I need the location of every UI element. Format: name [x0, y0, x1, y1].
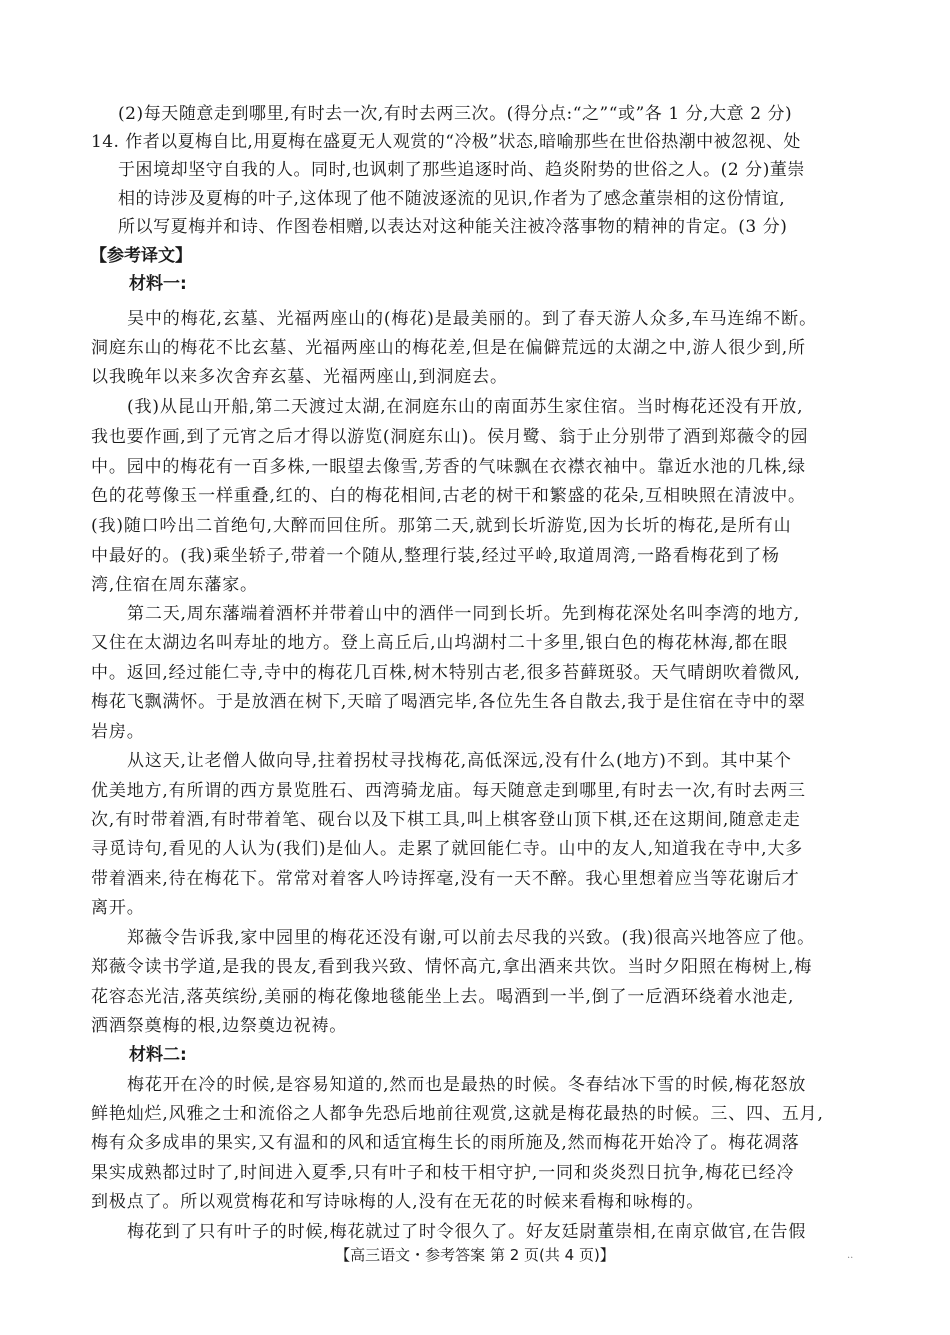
material1-line: 中最好的。(我)乘坐轿子,带着一个随从,整理行装,经过平岭,取道周湾,一路看梅花到了杨 [91, 546, 780, 566]
material1-line: 中。园中的梅花有一百多株,一眼望去像雪,芳香的气味飘在衣襟衣袖中。靠近水池的几株,绿 [91, 457, 806, 477]
answer-line: 所以写夏梅并和诗、作图卷相赠,以表达对这种能关注被冷落事物的精神的肯定。(3 分) [118, 217, 788, 237]
material1-line: 中。返回,经过能仁寺,寺中的梅花几百株,树木特别古老,很多苔藓斑驳。天气晴朗吹着微风, [91, 663, 801, 683]
material1-line: 洒酒祭奠梅的根,边祭奠边祝祷。 [91, 1016, 348, 1036]
answer-line: 于困境却坚守自我的人。同时,也讽刺了那些追逐时尚、趋炎附势的世俗之人。(2 分)董崇 [118, 160, 805, 180]
material1-line: 郑薇令读书学道,是我的畏友,看到我兴致、情怀高亢,拿出酒来共饮。当时夕阳照在梅树上,梅 [91, 957, 813, 977]
material1-line: 离开。 [91, 898, 145, 918]
material1-line: 吴中的梅花,玄墓、光福两座山的(梅花)是最美丽的。到了春天游人众多,车马连绵不断。 [127, 309, 817, 329]
answer-line: 14. 作者以夏梅自比,用夏梅在盛夏无人观赏的“冷极”状态,暗喻那些在世俗热潮中被忽视、处 [91, 132, 801, 152]
material1-line: 又住在太湖边名叫寿址的地方。登上高丘后,山坞湖村二十多里,银白色的梅花林海,都在眼 [91, 633, 789, 653]
answer-line: 相的诗涉及夏梅的叶子,这体现了他不随波逐流的见识,作者为了感念董崇相的这份情谊, [118, 189, 786, 209]
material2-line: 梅花到了只有叶子的时候,梅花就过了时令很久了。好友廷尉董崇相,在南京做官,在告假 [127, 1222, 807, 1242]
material1-line: 郑薇令告诉我,家中园里的梅花还没有谢,可以前去尽我的兴致。(我)很高兴地答应了他。 [127, 928, 815, 948]
translation-heading: 【参考译文】 [90, 246, 192, 266]
material1-line: 带着酒来,待在梅花下。常常对着客人吟诗挥毫,没有一天不醉。我心里想着应当等花谢后才 [91, 869, 800, 889]
material1-line: 岩房。 [91, 722, 145, 742]
answer-line: (2)每天随意走到哪里,有时去一次,有时去两三次。(得分点:“之”“或”各 1 分,大意 2 分) [118, 104, 793, 124]
material1-line: 花容态光洁,落英缤纷,美丽的梅花像地毯能坐上去。喝酒到一半,倒了一卮酒环绕着水池走, [91, 987, 795, 1007]
material2-line: 梅有众多成串的果实,又有温和的风和适宜梅生长的雨所施及,然而梅花开始冷了。梅花凋落 [91, 1133, 800, 1153]
material1-title: 材料一: [129, 274, 187, 294]
material1-line: 从这天,让老僧人做向导,拄着拐杖寻找梅花,高低深远,没有什么(地方)不到。其中某个 [127, 751, 792, 771]
material2-line: 果实成熟都过时了,时间进入夏季,只有叶子和枝干相守护,一同和炎炎烈日抗争,梅花已经冷 [91, 1163, 795, 1183]
material2-line: 鲜艳灿烂,风雅之士和流俗之人都争先恐后地前往观赏,这就是梅花最热的时候。三、四、五月, [91, 1104, 824, 1124]
material1-line: 我也要作画,到了元宵之后才得以游览(洞庭东山)。侯月鹭、翁于止分别带了酒到郑薇令的园 [91, 427, 809, 447]
material2-line: 到极点了。所以观赏梅花和写诗咏梅的人,没有在无花的时候来看梅和咏梅的。 [91, 1192, 705, 1212]
material1-line: 第二天,周东藩端着酒杯并带着山中的酒伴一同到长圻。先到梅花深处名叫李湾的地方, [127, 604, 800, 624]
material1-line: 以我晚年以来多次舍弃玄墓、光福两座山,到洞庭去。 [91, 367, 508, 387]
material1-line: (我)随口吟出二首绝句,大醉而回住所。那第二天,就到长圻游览,因为长圻的梅花,是所有山 [91, 516, 792, 536]
material1-line: 色的花萼像玉一样重叠,红的、白的梅花相间,古老的树干和繁盛的花朵,互相映照在清波中。 [91, 486, 806, 506]
material1-line: 寻觅诗句,看见的人认为(我们)是仙人。走累了就回能仁寺。山中的友人,知道我在寺中,大多 [91, 839, 804, 859]
material1-line: (我)从昆山开船,第二天渡过太湖,在洞庭东山的南面苏生家住宿。当时梅花还没有开放, [127, 397, 804, 417]
corner-mark: .. [847, 1250, 854, 1261]
material2-line: 梅花开在冷的时候,是容易知道的,然而也是最热的时候。冬春结冰下雪的时候,梅花怒放 [127, 1075, 807, 1095]
material1-line: 梅花飞飘满怀。于是放酒在树下,天暗了喝酒完毕,各位先生各自散去,我于是住宿在寺中的翠 [91, 692, 806, 712]
material1-line: 洞庭东山的梅花不比玄墓、光福两座山的梅花差,但是在偏僻荒远的太湖之中,游人很少到,所 [91, 338, 806, 358]
material2-title: 材料二: [129, 1045, 187, 1065]
material1-line: 湾,住宿在周东藩家。 [91, 575, 258, 595]
page-footer: 【高三语文・参考答案 第 2 页(共 4 页)】 [335, 1246, 615, 1264]
material1-line: 次,有时带着酒,有时带着笔、砚台以及下棋工具,叫上棋客登山顶下棋,还在这期间,随意走走 [91, 810, 801, 830]
material1-line: 优美地方,有所谓的西方景览胜石、西湾骑龙庙。每天随意走到哪里,有时去一次,有时去两三 [91, 781, 806, 801]
